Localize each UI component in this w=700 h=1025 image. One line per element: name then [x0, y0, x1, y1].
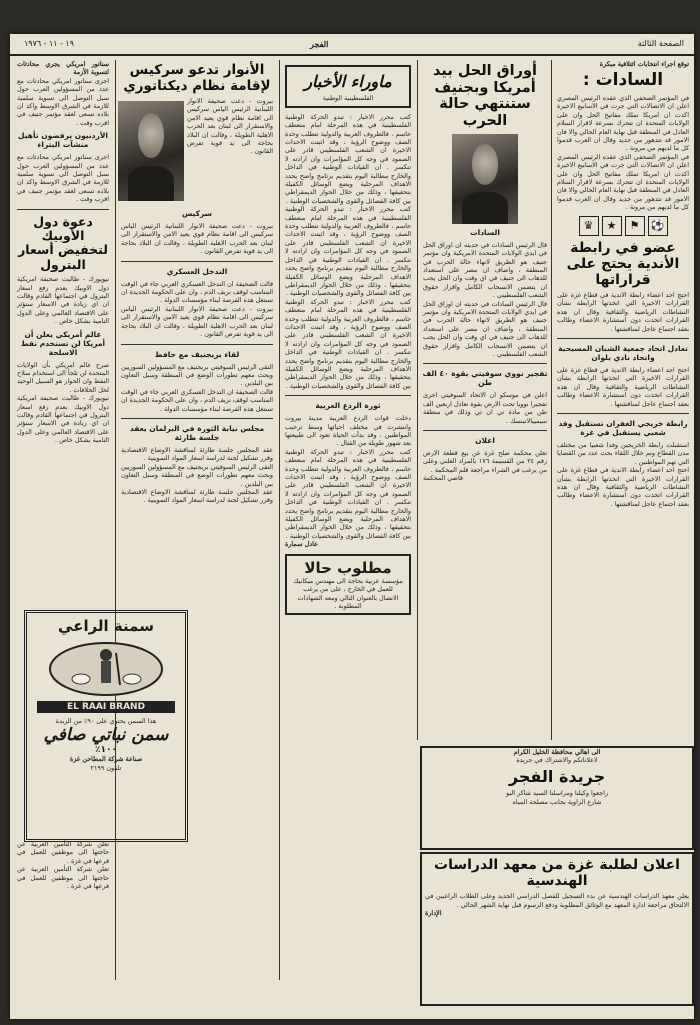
sport-icon: ⚽	[648, 216, 668, 236]
club-headline: عضو في رابطة الأندية يحتج على قراراتها	[566, 239, 680, 288]
anwar-headline: الأنوار تدعو سركيس لإقامة نظام ديكتاتوري	[123, 62, 271, 94]
senator-body-2: اجرى سناتور امريكي محادثات مع عدد من المسؤولين العرب حول سبل التوصل الى تسوية سلمية للازمة في الشرق الاوسط واكد ان بلاده تسعى لعقد مؤتمر جنيف في اقرب وقت .	[17, 153, 109, 204]
anwar-body: بيروت - دعت صحيفة الانوار اللبنانية الرئيس الياس سركيس الى اقامة نظام قوي يعيد الامن والاستقرار الى لبنان بعد الحرب الاهلية الطويلة ، وقالت ان البلاد بحاجة الى يد قوية تفرض القانون .	[187, 97, 273, 156]
ad-company: صناعة شركة المطاحن غزة	[69, 755, 143, 764]
council-body: عقد المجلس جلسة طارئة لمناقشة الاوضاع الاقتصادية وقرر تشكيل لجنة لدراسة اسعار المواد التموينية .	[121, 445, 273, 463]
senator-kicker: سناتور امريكي يجري محادثات لتسوية الأزمة	[17, 60, 109, 77]
sadat-headline: أوراق الحل بيد أمريكا وبجنيف ستنتهي حالة الحرب	[433, 63, 537, 130]
flag-icon: ⚑	[625, 216, 645, 236]
sarkis-photo	[118, 101, 184, 201]
issue-date: ١٩ - ١١ - ١٩٧٦	[24, 39, 74, 48]
ghee-advertisement	[24, 610, 188, 842]
insurance-notice	[14, 840, 112, 1000]
analysis-body-4: كتب محرر الاخبار : تبدو الحركة الوطنية الفلسطينية في هذه المرحلة امام منعطف حاسم ، فالظروف العربية والدولية تتطلب وحدة الصف ووضوح الرؤية ، وقد اثبتت الاحداث الاخيرة ان الشعب الفلسطيني قادر على الصمود في وجه كل المؤامرات وان ارادته لا تنكسر . ان القيادات الوطنية في الداخل والخارج مطالبة اليوم بتقديم برنامج واضح يحدد الاهداف المرحلية ويضع الوسائل الكفيلة بتحقيقها ، وذلك من خلال الحوار الديمقراطي بين كافة الفصائل والقوى والشخصيات الوطنية .	[285, 447, 411, 540]
deterrent-title: ثورة الردع العربية	[315, 401, 381, 411]
opec-body-2: نيويورك - طالبت صحيفة امريكية دول الاوبيك بعدم رفع اسعار البترول في اجتماعها القادم وقالت ان اي زيادة في الاسعار ستؤثر على الاقتصاد العالمي وعلى الدول النامية بشكل خاص .	[17, 394, 109, 445]
analysis-body-3: كتب محرر الاخبار : تبدو الحركة الوطنية الفلسطينية في هذه المرحلة امام منعطف حاسم ، فالظروف العربية والدولية تتطلب وحدة الصف ووضوح الرؤية ، وقد اثبتت الاحداث الاخيرة ان الشعب الفلسطيني قادر على الصمود في وجه كل المؤامرات وان ارادته لا تنكسر . ان القيادات الوطنية في الداخل والخارج مطالبة اليوم بتقديم برنامج واضح يحدد الاهداف المرحلية ويضع الوسائل الكفيلة بتحقيقها ، وذلك من خلال الحوار الديمقراطي بين كافة الفصائل والقوى والشخصيات الوطنية .	[285, 297, 411, 390]
council-body-2: عقد المجلس جلسة طارئة لمناقشة الاوضاع الاقتصادية وقرر تشكيل لجنة لدراسة اسعار المواد التموينية .	[121, 487, 273, 505]
military-body-2: قالت الصحيفة ان التدخل العسكري العربي جاء في الوقت المناسب لوقف نزيف الدم ، وان على الحكومة الجديدة ان تستغل هذه الفرصة لبناء مؤسسات الدولة .	[121, 387, 273, 413]
column-right	[554, 60, 692, 740]
ad-percent: ١٠٠٪	[95, 745, 117, 756]
brezhnev-body: التقى الرئيس السوفيتي بريجنيف مع المسؤولين السوريين وبحث معهم تطورات الوضع في المنطقة وسبل التعاون بين البلدين .	[121, 362, 273, 388]
scientist-body: صرح عالم امريكي بأن الولايات المتحدة لن تلجأ الى استخدام سلاح النفط وان الحوار هو السبيل الوحيد لحل الخلافات .	[17, 360, 109, 394]
section-banner	[285, 65, 411, 108]
ad-brand-arabic: سمنة الراعي	[58, 617, 154, 635]
institute-body: يعلن معهد الدراسات الهندسية عن بدء التسجيل للفصل الدراسي الجديد وعلى الطلاب الراغبين في الالتحاق مراجعة ادارة المعهد مع الوثائق المطلوبة ودفع الرسوم قبل نهاية الشهر الحالي .	[425, 892, 689, 909]
sadat-body: قال الرئيس السادات في حديثه ان اوراق الحل في ايدي الولايات المتحدة الامريكية وان مؤتمر جنيف هو الطريق لانهاء حالة الحرب في المنطقة ، واضاف ان مصر على استعداد للذهاب الى جنيف في اي وقت وان الحل يجب ان يتضمن الانسحاب الكامل واقرار حقوق الشعب الفلسطيني .	[423, 240, 547, 300]
column-2	[420, 60, 550, 740]
court-notice-body: تعلن محكمة صلح غزة عن بيع قطعة الارض رقم ٢٤ من القسيمة ١٧٦ بالمزاد العلني وعلى من يرغب في الشراء مراجعة قلم المحكمة .	[423, 449, 547, 474]
military-subhead: التدخل العسكري	[166, 266, 228, 276]
fajr-subscription-box	[420, 746, 694, 850]
petra-subhead: الأردنيون يرفضون تأهيل منشآت البتراء	[18, 131, 108, 150]
nuclear-test-title: تفجير نووي سوفيتي بقوة ٤٠ الف طن	[422, 369, 548, 388]
institute-sign: الإدارة	[425, 909, 442, 917]
institute-headline: اعلان لطلبة غزة من معهد الدراسات الهندسية	[434, 857, 680, 890]
fajr-office: شارع الزاوية بجانب مصلحة المياه	[512, 797, 602, 806]
court-notice-sign: قاضي المحكمة	[423, 474, 463, 483]
military-body: قالت الصحيفة ان التدخل العسكري العربي جاء في الوقت المناسب لوقف نزيف الدم ، وان على الحكومة الجديدة ان تستغل هذه الفرصة لبناء مؤسسات الدولة .	[121, 279, 273, 305]
sadat-teaser-body-2: في المؤتمر الصحفي الذي عقده الرئيس المصري اعلن ان الاتصالات التي جرت في الاسابيع الاخيرة اكدت ان امريكا تملك مفاتيح الحل وان على الولايات المتحدة ان تتحرك بسرعة لاقرار السلام العادل في المنطقة قبل نهاية العام الحالي والا فان الامور قد تتدهور من جديد وقال ان العرب قدموا كل ما لديهم من مرونة .	[557, 152, 689, 212]
author-sign: عادل سمارة	[285, 540, 318, 549]
sadat-photo	[452, 134, 518, 224]
fajr-name: جريدة الفجر	[508, 766, 606, 786]
brezhnev-subhead: لقاء بريجنيف مع حافظ	[154, 349, 240, 359]
anwar-body-3: بيروت - دعت صحيفة الانوار اللبنانية الرئيس الياس سركيس الى اقامة نظام قوي يعيد الامن والاستقرار الى لبنان بعد الحرب الاهلية الطويلة ، وقالت ان البلاد بحاجة الى يد قوية تفرض القانون .	[121, 304, 273, 339]
ad-line-1: هذا السمن يحتوي على ٩٠٪ من الزبدة	[55, 717, 157, 725]
newspaper-page	[10, 34, 694, 1019]
newspaper-name: الفجر	[310, 39, 329, 49]
graduates-title: رابطة خريجي الغفران تستقبل وفد شعبي يستقبل في غزة	[558, 418, 688, 437]
trophy-icon: ♛	[579, 216, 599, 236]
club-body: احتج احد اعضاء رابطة الاندية في قطاع غزة على القرارات الاخيرة التي اتخذتها الرابطة بشأن النشاطات الرياضية والثقافية وقال ان هذه القرارات اتخذت دون استشارة الاعضاء وطالب بعقد اجتماع عاجل لمناقشتها .	[557, 290, 689, 333]
column-4	[118, 60, 276, 980]
page-number: الصفحة الثالثة	[637, 39, 684, 48]
wanted-ad-title: مطلوب حالا	[304, 558, 392, 577]
scientist-subhead: عالم أمريكي يعلن أن أمريكا لن تستخدم نقط الاسلحة	[20, 329, 106, 357]
brezhnev-body-2: التقى الرئيس السوفيتي بريجنيف مع المسؤولين السوريين وبحث معهم تطورات الوضع في المنطقة وسبل التعاون بين البلدين .	[121, 462, 273, 488]
analysis-body-2: كتب محرر الاخبار : تبدو الحركة الوطنية الفلسطينية في هذه المرحلة امام منعطف حاسم ، فالظروف العربية والدولية تتطلب وحدة الصف ووضوح الرؤية ، وقد اثبتت الاحداث الاخيرة ان الشعب الفلسطيني قادر على الصمود في وجه كل المؤامرات وان ارادته لا تنكسر . ان القيادات الوطنية في الداخل والخارج مطالبة اليوم بتقديم برنامج واضح يحدد الاهداف المرحلية ويضع الوسائل الكفيلة بتحقيقها ، وذلك من خلال الحوار الديمقراطي بين كافة الفصائل والقوى والشخصيات الوطنية .	[285, 205, 411, 298]
sadat-teaser-title: السادات :	[582, 70, 664, 91]
wanted-ad	[285, 554, 411, 616]
fajr-contact: راجعوا وكيلنا ومراسلنا السيد شاكر البو	[506, 789, 608, 798]
wanted-ad-body: مؤسسة عربية بحاجة الى مهندس ميكانيك للعمل في الخارج ، على من يرغب الاتصال بالعنوان التالي ومعه الشهادات المطلوبة .	[293, 576, 403, 610]
column-left	[14, 60, 112, 600]
meeting-title: تعادل اتحاد جمعية الشبان المسيحية واتحاد نادي بلوان	[558, 343, 688, 362]
page-header	[10, 34, 694, 56]
fajr-intro: الى اهالي محافظة الخليل الكرام	[513, 748, 601, 756]
council-subhead: مجلس نيابة الثورة في البرلمان يعقد جلسة طارئة	[129, 423, 265, 442]
fajr-text: لاعلاناتكم والاشتراك في جريدة	[516, 756, 598, 765]
election-kicker: توقع اجراء انتخابات ائتلافية مبكرة	[599, 60, 689, 68]
nuclear-test-body: اعلن في موسكو ان الاتحاد السوفيتي اجرى تفجيرا نوويا تحت الارض بقوة تعادل اربعين الف طن من مادة تي ان تي وذلك في منطقة سيميبالاتينسك .	[423, 391, 547, 425]
sadat-body-2: قال الرئيس السادات في حديثه ان اوراق الحل في ايدي الولايات المتحدة الامريكية وان مؤتمر جنيف هو الطريق لانهاء حالة الحرب في المنطقة ، واضاف ان مصر على استعداد للذهاب الى جنيف في اي وقت وان الحل يجب ان يتضمن الانسحاب الكامل واقرار حقوق الشعب الفلسطيني .	[423, 299, 547, 358]
sadat-photo-caption: السادات	[470, 227, 500, 237]
analysis-body: كتب محرر الاخبار : تبدو الحركة الوطنية الفلسطينية في هذه المرحلة امام منعطف حاسم ، فالظروف العربية والدولية تتطلب وحدة الصف ووضوح الرؤية ، وقد اثبتت الاحداث الاخيرة ان الشعب الفلسطيني قادر على الصمود في وجه كل المؤامرات وان ارادته لا تنكسر . ان القيادات الوطنية في الداخل والخارج مطالبة اليوم بتقديم برنامج واضح يحدد الاهداف المرحلية ويضع الوسائل الكفيلة بتحقيقها ، وذلك من خلال الحوار الديمقراطي بين كافة الفصائل والقوى والشخصيات الوطنية .	[285, 112, 411, 205]
institute-advertisement	[420, 852, 694, 1006]
senator-body: اجرى سناتور امريكي محادثات مع عدد من المسؤولين العرب حول سبل التوصل الى تسوية سلمية للازمة في الشرق الاوسط واكد ان بلاده تسعى لعقد مؤتمر جنيف في اقرب وقت .	[17, 76, 109, 127]
insurance-notice-body-2: تعلن شركة التأمين العربية عن حاجتها الى موظفين للعمل في فرعها في غزة .	[17, 865, 109, 891]
insurance-notice-body: تعلن شركة التأمين العربية عن حاجتها الى موظفين للعمل في فرعها في غزة .	[17, 840, 109, 865]
club-logo-strip	[558, 216, 688, 236]
court-notice-title: اعلان	[475, 436, 495, 445]
ad-brand-english: EL RAAI BRAND	[37, 701, 175, 713]
sadat-teaser-body: في المؤتمر الصحفي الذي عقده الرئيس المصري اعلن ان الاتصالات التي جرت في الاسابيع الاخيرة اكدت ان امريكا تملك مفاتيح الحل وان على الولايات المتحدة ان تتحرك بسرعة لاقرار السلام العادل في المنطقة قبل نهاية العام الحالي والا فان الامور قد تتدهور من جديد وقال ان العرب قدموا كل ما لديهم من مرونة .	[557, 93, 689, 153]
section-title: ماوراء الأخبار	[304, 72, 392, 91]
shepherd-logo	[46, 639, 166, 697]
graduates-body-2: احتج احد اعضاء رابطة الاندية في قطاع غزة على القرارات الاخيرة التي اتخذتها الرابطة بشأن النشاطات الرياضية والثقافية وقال ان هذه القرارات اتخذت دون استشارة الاعضاء وطالب بعقد اجتماع عاجل لمناقشتها .	[557, 466, 689, 508]
ad-product: سمن نباتي صافي	[43, 725, 169, 746]
club-body-2: احتج احد اعضاء رابطة الاندية في قطاع غزة على القرارات الاخيرة التي اتخذتها الرابطة بشأن النشاطات الرياضية والثقافية وقال ان هذه القرارات اتخذت دون استشارة الاعضاء وطالب بعقد اجتماع عاجل لمناقشتها .	[557, 365, 689, 408]
deterrent-body: دخلت قوات الردع العربية مدينة بيروت وانتشرت في مختلف احيائها وسط ترحيب المواطنين ، وقد بدأت الحياة تعود الى طبيعتها بعد شهور طويلة من القتال .	[285, 414, 411, 448]
column-3	[282, 60, 414, 980]
section-subtitle: الفلسطينية الوطنية	[322, 94, 374, 103]
graduates-body: استقبلت رابطة الخريجين وفدا شعبيا من مختلف مدن القطاع وتم خلال اللقاء بحث عدد من القضايا التي تهم المواطنين .	[557, 440, 689, 466]
opec-body: نيويورك - طالبت صحيفة امريكية دول الاوبيك بعدم رفع اسعار البترول في اجتماعها القادم وقالت ان اي زيادة في الاسعار ستؤثر على الاقتصاد العالمي وعلى الدول النامية بشكل خاص .	[17, 275, 109, 326]
ad-phone: تلفون ٢١٩٩	[90, 763, 122, 772]
anwar-body-2: بيروت - دعت صحيفة الانوار اللبنانية الرئيس الياس سركيس الى اقامة نظام قوي يعيد الامن والاستقرار الى لبنان بعد الحرب الاهلية الطويلة ، وقالت ان البلاد بحاجة الى يد قوية تفرض القانون .	[121, 222, 273, 256]
opec-headline: دعوة دول الأوبيك لتخفيض أسعار البترول	[18, 213, 108, 272]
star-icon: ★	[602, 216, 622, 236]
sarkis-photo-caption: سركيس	[181, 209, 213, 219]
